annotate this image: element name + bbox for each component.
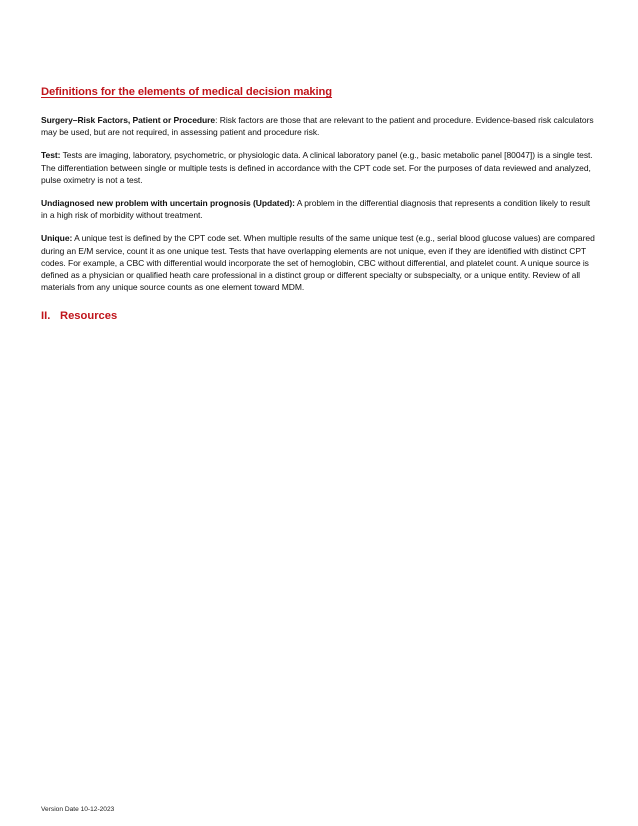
definition-test: [41, 149, 597, 186]
definition-text: A unique test is defined by the CPT code set. When multiple results of the same unique test (e.g., serial blood glucose values) are compared during an E/M service, count it as one unique test. Tests that have overlapping elements are not unique, even if they are identified with distinct CPT codes. For example, a CBC with differential would incorporate the set of hemoglobin, CBC without differential, and platelet count. A unique source is defined as a physician or qualified heath care professional in a distinct group or different specialty or subspecialty, or a unique entity. Review of all materials from any unique source counts as one element toward MDM.: [41, 233, 595, 293]
definition-term: Undiagnosed new problem with uncertain prognosis (Updated):: [41, 198, 295, 209]
definition-surgery-risk: [41, 114, 597, 138]
definition-text: A problem in the differential diagnosis that represents a condition likely to result in a high risk of morbidity without treatment.: [41, 198, 591, 221]
definition-term: Test:: [41, 150, 61, 161]
definition-text: Risk factors are those that are relevant to the patient and procedure. Evidence-based risk calculators may be used, but are not required, in assessing patient and procedure risk.: [41, 115, 594, 138]
definition-undiagnosed-problem: [41, 197, 597, 221]
section-title: Resources: [60, 310, 118, 323]
definition-separator: :: [215, 115, 218, 125]
definition-term: Surgery–Risk Factors, Patient or Procedure: [41, 115, 216, 125]
resources-section-heading: [41, 310, 597, 322]
definition-unique: [41, 232, 597, 293]
definition-term: Unique:: [41, 233, 73, 244]
version-date-footer: Version Date 10-12-2023: [41, 806, 115, 813]
document-page: [41, 86, 597, 322]
section-number: II.: [41, 310, 51, 323]
definitions-heading: Definitions for the elements of medical decision making: [41, 86, 333, 98]
definition-text: Tests are imaging, laboratory, psychometric, or physiologic data. A clinical laboratory panel (e.g., basic metabolic panel [80047]) is a single test. The differentiation between single or multiple tests is defined in accordance with the CPT code set. For the purposes of data reviewed and analyzed, pulse oximetry is not a test.: [41, 150, 593, 185]
